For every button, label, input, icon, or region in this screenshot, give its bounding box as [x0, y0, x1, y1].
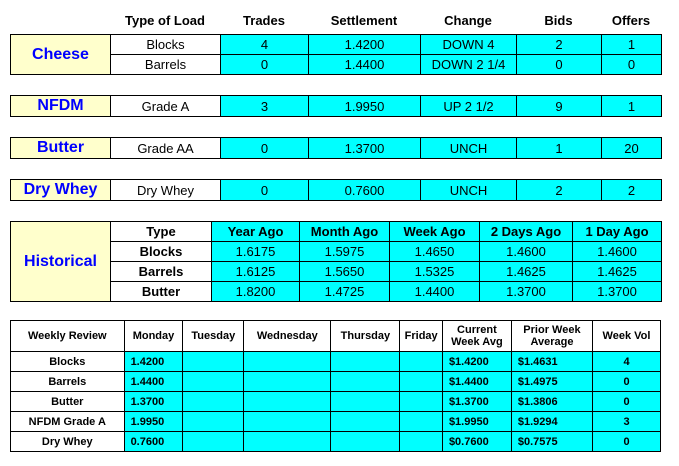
- cheese-change: DOWN 2 1/4: [421, 55, 517, 75]
- weekly-monday: 1.4400: [124, 372, 183, 392]
- butter-offers: 20: [602, 138, 662, 159]
- hist-col: 1 Day Ago: [573, 222, 662, 242]
- nfdm-trades: 3: [221, 96, 309, 117]
- weekly-prior-avg: $1.4631: [511, 352, 592, 372]
- weekly-row-label: Barrels: [11, 372, 125, 392]
- whey-settlement: 0.7600: [309, 180, 421, 201]
- hist-row-label: Barrels: [111, 262, 212, 282]
- butter-bids: 1: [517, 138, 602, 159]
- cheese-label: Cheese: [11, 35, 111, 75]
- hist-col: 2 Days Ago: [480, 222, 573, 242]
- hist-cell: 1.5650: [300, 262, 390, 282]
- hist-cell: 1.5325: [390, 262, 480, 282]
- cheese-trades: 0: [221, 55, 309, 75]
- weekly-col: Tuesday: [183, 321, 244, 352]
- whey-trades: 0: [221, 180, 309, 201]
- weekly-tuesday: [183, 392, 244, 412]
- weekly-tuesday: [183, 412, 244, 432]
- butter-change: UNCH: [421, 138, 517, 159]
- col-type-of-load: Type of Load: [125, 12, 205, 28]
- cheese-bids: 2: [517, 35, 602, 55]
- weekly-friday: [400, 412, 443, 432]
- hist-cell: 1.4600: [480, 242, 573, 262]
- weekly-current-avg: $1.3700: [442, 392, 511, 412]
- weekly-thursday: [331, 412, 400, 432]
- hist-cell: 1.4625: [573, 262, 662, 282]
- col-bids: Bids: [544, 12, 573, 28]
- butter-label: Butter: [11, 138, 111, 159]
- hist-col: Year Ago: [212, 222, 300, 242]
- weekly-monday: 1.9950: [124, 412, 183, 432]
- weekly-col: Prior Week Average: [511, 321, 592, 352]
- nfdm-table: [10, 95, 662, 117]
- hist-cell: 1.6125: [212, 262, 300, 282]
- whey-bids: 2: [517, 180, 602, 201]
- weekly-prior-avg: $0.7575: [511, 432, 592, 452]
- weekly-prior-avg: $1.9294: [511, 412, 592, 432]
- weekly-col: Friday: [400, 321, 443, 352]
- weekly-col: Weekly Review: [11, 321, 125, 352]
- hist-cell: 1.4600: [573, 242, 662, 262]
- weekly-tuesday: [183, 432, 244, 452]
- cheese-change: DOWN 4: [421, 35, 517, 55]
- butter-type: Grade AA: [111, 138, 221, 159]
- cheese-type: Blocks: [111, 35, 221, 55]
- hist-col: Month Ago: [300, 222, 390, 242]
- cheese-trades: 4: [221, 35, 309, 55]
- weekly-prior-avg: $1.3806: [511, 392, 592, 412]
- weekly-vol: 3: [593, 412, 661, 432]
- historical-label: Historical: [11, 222, 111, 302]
- nfdm-offers: 1: [602, 96, 662, 117]
- whey-change: UNCH: [421, 180, 517, 201]
- weekly-thursday: [331, 392, 400, 412]
- hist-cell: 1.6175: [212, 242, 300, 262]
- weekly-col: Wednesday: [244, 321, 331, 352]
- hist-cell: 1.4650: [390, 242, 480, 262]
- whey-table: [10, 179, 662, 201]
- weekly-thursday: [331, 352, 400, 372]
- hist-col: Week Ago: [390, 222, 480, 242]
- weekly-vol: 0: [593, 432, 661, 452]
- weekly-wednesday: [244, 352, 331, 372]
- weekly-friday: [400, 372, 443, 392]
- weekly-wednesday: [244, 432, 331, 452]
- weekly-tuesday: [183, 372, 244, 392]
- column-header-table: [10, 10, 661, 30]
- weekly-col: Week Vol: [593, 321, 661, 352]
- cheese-offers: 1: [602, 35, 662, 55]
- weekly-current-avg: $0.7600: [442, 432, 511, 452]
- weekly-vol: 0: [593, 392, 661, 412]
- cheese-settlement: 1.4200: [309, 35, 421, 55]
- hist-cell: 1.4725: [300, 282, 390, 302]
- butter-settlement: 1.3700: [309, 138, 421, 159]
- cheese-type: Barrels: [111, 55, 221, 75]
- weekly-thursday: [331, 372, 400, 392]
- col-settlement: Settlement: [330, 12, 398, 28]
- hist-cell: 1.5975: [300, 242, 390, 262]
- whey-offers: 2: [602, 180, 662, 201]
- weekly-review-table: [10, 320, 661, 452]
- weekly-monday: 1.3700: [124, 392, 183, 412]
- nfdm-change: UP 2 1/2: [421, 96, 517, 117]
- weekly-vol: 4: [593, 352, 661, 372]
- weekly-friday: [400, 432, 443, 452]
- col-trades: Trades: [243, 12, 285, 28]
- weekly-row-label: Blocks: [11, 352, 125, 372]
- weekly-wednesday: [244, 392, 331, 412]
- cheese-bids: 0: [517, 55, 602, 75]
- weekly-row-label: NFDM Grade A: [11, 412, 125, 432]
- weekly-vol: 0: [593, 372, 661, 392]
- weekly-wednesday: [244, 372, 331, 392]
- hist-cell: 1.3700: [573, 282, 662, 302]
- weekly-tuesday: [183, 352, 244, 372]
- weekly-thursday: [331, 432, 400, 452]
- weekly-friday: [400, 352, 443, 372]
- nfdm-settlement: 1.9950: [309, 96, 421, 117]
- nfdm-label: NFDM: [11, 96, 111, 117]
- weekly-col: Thursday: [331, 321, 400, 352]
- weekly-monday: 0.7600: [124, 432, 183, 452]
- cheese-offers: 0: [602, 55, 662, 75]
- butter-trades: 0: [221, 138, 309, 159]
- hist-cell: 1.4625: [480, 262, 573, 282]
- hist-cell: 1.8200: [212, 282, 300, 302]
- whey-label: Dry Whey: [11, 180, 111, 201]
- whey-type: Dry Whey: [111, 180, 221, 201]
- hist-col: Type: [111, 222, 212, 242]
- weekly-current-avg: $1.4200: [442, 352, 511, 372]
- cheese-table: [10, 34, 662, 75]
- weekly-col: Current Week Avg: [442, 321, 511, 352]
- col-change: Change: [444, 12, 492, 28]
- weekly-row-label: Dry Whey: [11, 432, 125, 452]
- weekly-monday: 1.4200: [124, 352, 183, 372]
- nfdm-bids: 9: [517, 96, 602, 117]
- hist-cell: 1.3700: [480, 282, 573, 302]
- weekly-friday: [400, 392, 443, 412]
- nfdm-type: Grade A: [111, 96, 221, 117]
- weekly-row-label: Butter: [11, 392, 125, 412]
- historical-table: [10, 221, 662, 302]
- butter-table: [10, 137, 662, 159]
- weekly-prior-avg: $1.4975: [511, 372, 592, 392]
- weekly-col: Monday: [124, 321, 183, 352]
- hist-row-label: Blocks: [111, 242, 212, 262]
- hist-cell: 1.4400: [390, 282, 480, 302]
- cheese-settlement: 1.4400: [309, 55, 421, 75]
- weekly-current-avg: $1.4400: [442, 372, 511, 392]
- hist-row-label: Butter: [111, 282, 212, 302]
- weekly-wednesday: [244, 412, 331, 432]
- weekly-current-avg: $1.9950: [442, 412, 511, 432]
- col-offers: Offers: [611, 12, 651, 28]
